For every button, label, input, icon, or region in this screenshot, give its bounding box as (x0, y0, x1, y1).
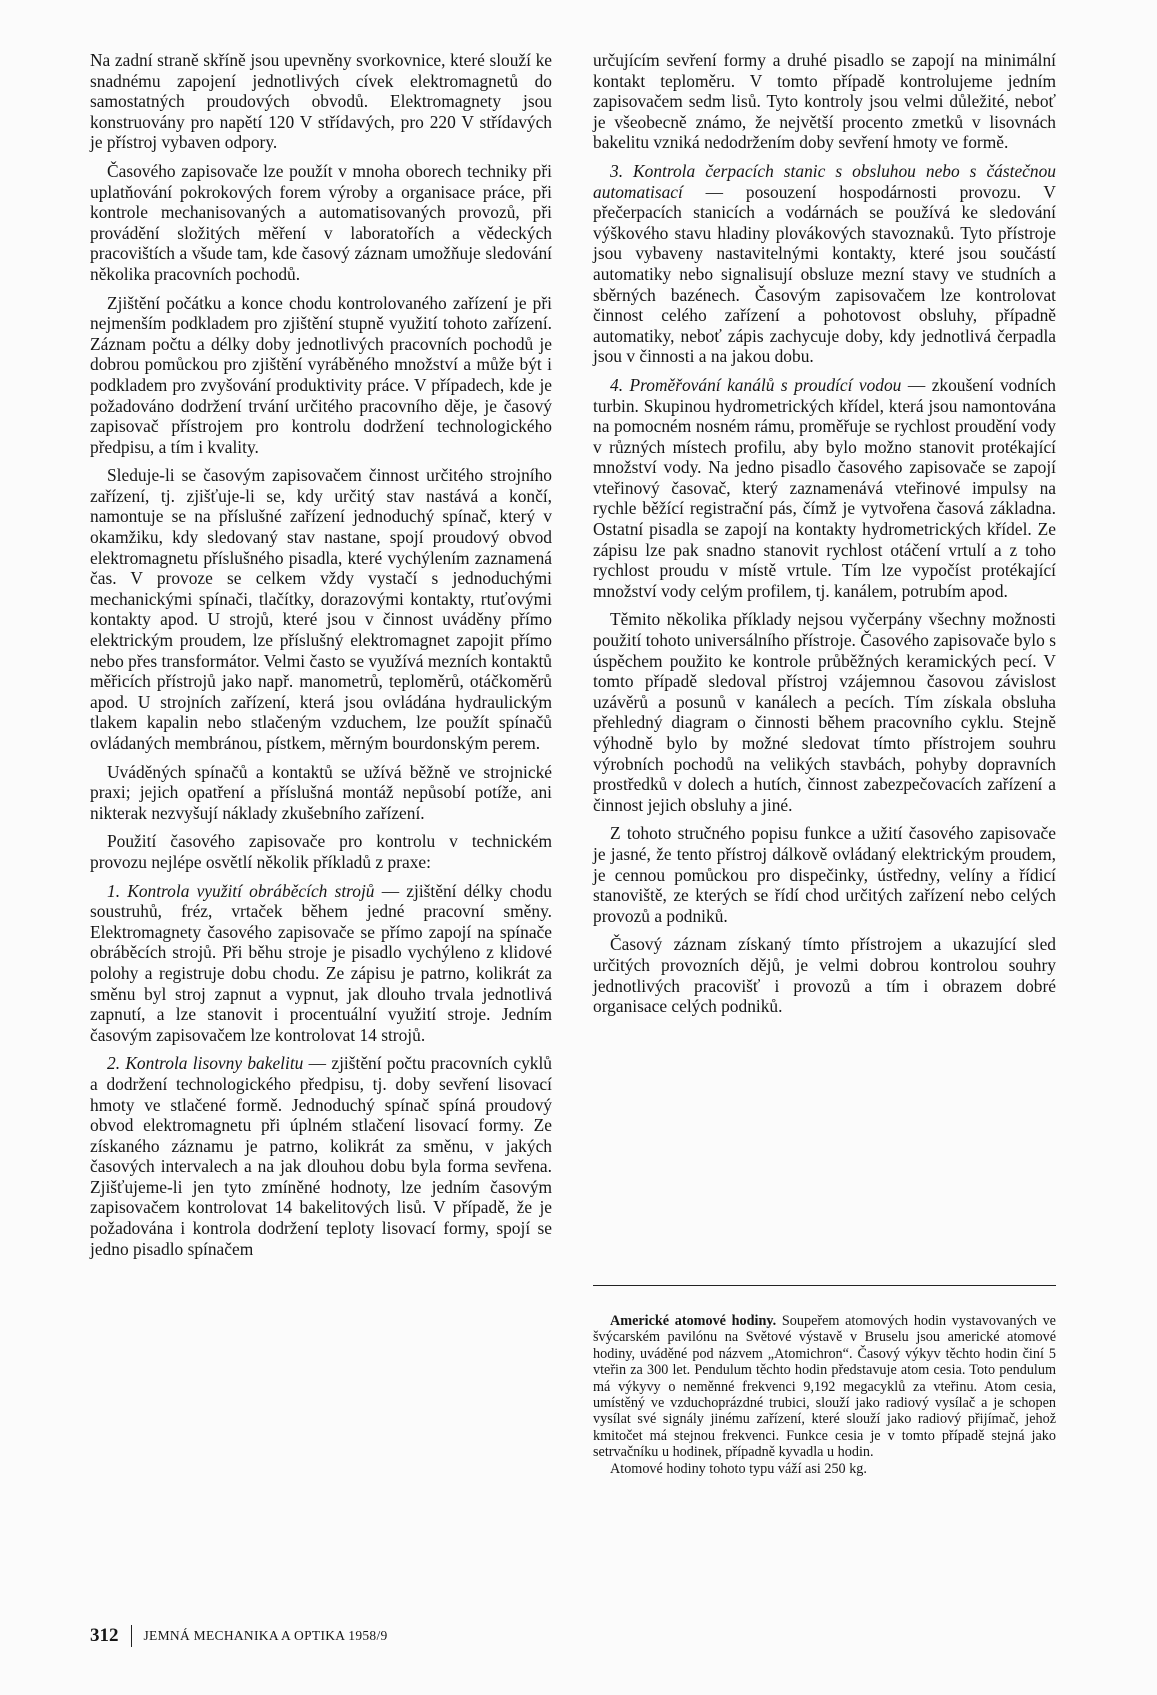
paragraph: Sleduje-li se časovým zapisovačem činnost určitého strojního zařízení, tj. zjišťuje-li se, kdy určitý stav nastává a končí, namontuje se na příslušné zařízení jednoduchý spínač, který v okamžiku, kdy sledovaný stav nastane, spojí proudový obvod elektromagnetu příslušného pisadla, které vychýlením zaznamená čas. V provoze se celkem vždy vystačí s jednoduchými mechanickými spínači, tlačítky, dorazovými kontakty, rtuťovými kontakty apod. U strojů, které jsou v činnost uváděny přímo elektrickým proudem, lze příslušný elektromagnet zapojit přímo nebo přes transformátor. Velmi často se využívá mezních kontaktů měřicích přístrojů jako např. manometrů, teploměrů, otáčkoměrů apod. U strojních zařízení, která jsou ovládána hydraulickým tlakem kapalin nebo stlačeným vzduchem, lze použít spínačů ovládaných membránou, pístkem, měrným bourdonským perem. (90, 465, 552, 753)
example-heading: 2. Kontrola lisovny bakelitu (107, 1053, 304, 1074)
example-text: — zjištění délky chodu soustruhů, fréz, vrtaček během jedné pracovní směny. Elektromagnety časového zapisovače se přímo zapojí na spínače obráběcích strojů. Při běhu stroje je pisadlo vychýleno z klidové polohy a registruje dobu chodu. Ze zápisu je patrno, kolikrát za směnu byl stroj zapnut a vypnut, jak dlouho trvala jednotlivá zapnutí, a lze stanovit i procentuální využití stroje. Jedním časovým zapisovačem lze kontrolovat 14 strojů. (90, 880, 552, 1045)
news-title: Americké atomové hodiny. (610, 1313, 777, 1329)
page-number: 312 (90, 1625, 119, 1646)
paragraph: Časového zapisovače lze použít v mnoha oborech techniky při uplatňování pokrokových forem výroby a organisace práce, při kontrole mechanisovaných a automatisovaných provozů, při provádění složitých měření v laboratořích a vědeckých pracovištích a všude tam, kde časový záznam umožňuje sledování několika pracovních pochodů. (90, 160, 552, 284)
paragraph: Časový záznam získaný tímto přístrojem a ukazující sled určitých provozních dějů, je velmi dobrou kontrolou souhry jednotlivých pracovišť i provozů a tím i obrazem dobré organisace celých podniků. (593, 934, 1056, 1017)
example-heading: 4. Proměřování kanálů s proudící vodou (610, 374, 902, 395)
paragraph: Uváděných spínačů a kontaktů se užívá běžně ve strojnické praxi; jejich opatření a příslušná montáž nepůsobí potíže, ani nikterak nezvyšují náklady zkušebního zařízení. (90, 761, 552, 823)
example-paragraph (90, 881, 552, 1046)
example-text: — zkoušení vodních turbin. Skupinou hydrometrických křídel, která jsou namontována na pomocném nosném rámu, proměřuje se rychlost proudění vody v různých místech profilu, aby bylo možno stanovit protékající množství vody. Na jedno pisadlo časového zapisovače se zapojí vteřinový časovač, který zaznamenává vteřinové impulsy na rychle běžící registrační pás, čímž je vytvořena časová základna. Ostatní pisadla se zapojí na kontakty hydrometrických křídel. Ze zápisu lze pak snadno stanovit rychlost otáčení vrtulí a z toho rychlost proudu v místě vrtule. Tím lze vypočíst protékající množství vody celým profilem, tj. kanálem, potrubím apod. (593, 374, 1056, 601)
example-paragraph (593, 375, 1056, 602)
news-paragraph (593, 1313, 1056, 1461)
footer-separator (131, 1625, 132, 1647)
example-heading: 1. Kontrola využití obráběcích strojů (107, 880, 375, 901)
paragraph: Těmito několika příklady nejsou vyčerpány všechny možnosti použití tohoto universálního přístroje. Časového zapisovače bylo s úspěchem použito ke kontrole průběžných keramických pecí. V tomto případě sledoval přístroj vzájemnou časovou závislost uzávěrů a posunů v kanálech a pecích. Tím získala obsluha přehledný diagram o činnosti během pracovního cyklu. Stejně výhodně bylo by možné sledovat tímto přístrojem souhru výrobních pochodů na velikých stavbách, pohyby dopravních prostředků v dolech a hutích, činnost zabezpečovacích zařízení a činnost jejich obsluhy a jiné. (593, 609, 1056, 815)
right-column (593, 50, 1056, 1025)
example-text: — zjištění počtu pracovních cyklů a dodržení technologického předpisu, tj. doby sevření lisovací hmoty ve stlačené formě. Jednoduchý spínač spíná proudový obvod elektromagnetu při úplném stlačení lisovací formy. Ze získaného záznamu je patrno, kolikrát za směnu, v jakých časových intervalech a na jak dlouhou dobu byla forma sevřena. Zjišťujeme-li jen tyto zmíněné hodnoty, lze jedním časovým zapisovačem kontrolovat 14 bakelitových lisů. V případě, že je požadována i kontrola dodržení teploty lisovací formy, spojí se jedno pisadlo spínačem (90, 1053, 552, 1259)
example-paragraph (593, 161, 1056, 367)
news-last-line: Atomové hodiny tohoto typu váží asi 250 kg. (610, 1460, 867, 1477)
news-body: Soupeřem atomových hodin vystavovaných ve švýcarském pavilónu na Světové výstavě v Bruselu jsou americké atomové hodiny, uváděné pod názvem „Atomichron“. Časový výkyv těchto hodin činí 5 vteřin za 300 let. Pendulum těchto hodin představuje atom cesia. Toto pendulum má výkyvy o neměnné frekvenci 9,192 megacyklů za vteřinu. Atom cesia, umístěný ve vzduchoprázdné trubici, slouží jako radiový vysílač a je schopen vysílat své signály jinému zařízení, které slouží jako radiový přijímač, jehož kmitočet má stejnou frekvenci. Funkce cesia je v tomto případě stejná jako setrvačníku u hodinek, případně kyvadla u hodin. (593, 1313, 1056, 1461)
page-footer (90, 1625, 388, 1647)
news-item (593, 1313, 1056, 1477)
left-column (90, 50, 552, 1267)
paragraph: Z tohoto stručného popisu funkce a užití časového zapisovače je jasné, že tento přístroj dálkově ovládaný elektrickým proudem, je cennou pomůckou pro dispečinky, ústředny, velíny a řídicí stanoviště, ze kterých se řídí chod určitých zařízení nebo celých provozů a podniků. (593, 823, 1056, 926)
example-text: — posouzení hospodárnosti provozu. V přečerpacích stanicích a vodárnách se používá ke sledování výškového stavu hladiny plovákových stavoznaků. Tyto přístroje jsou vybaveny nastavitelnými kontakty, které jsou součástí automatiky nebo signalisují obsluze mezní stavy ve studních a sběrných bazénech. Časovým zapisovačem lze kontrolovat činnost celého zařízení a pohotovost obsluhy, případně automatiky, neboť zápis zachycuje doby, kdy jednotlivá čerpadla jsou v činnosti a na jakou dobu. (593, 181, 1056, 367)
example-paragraph (90, 1053, 552, 1259)
example-heading: 3. Kontrola čerpacích stanic s obsluhou nebo s částečnou automatisací (593, 160, 1056, 202)
paragraph: určujícím sevření formy a druhé pisadlo se zapojí na minimální kontakt teploměru. V tomto případě kontrolujeme jedním zapisovačem sedm lisů. Tyto kontroly jsou velmi důležité, neboť je všeobecně známo, že největší procento zmetků v lisovnách bakelitu vzniká nedodržením doby sevření hmoty ve formě. (593, 50, 1056, 153)
paragraph: Na zadní straně skříně jsou upevněny svorkovnice, které slouží ke snadnému zapojení jednotlivých cívek elektromagnetů do samostatných proudových obvodů. Elektromagnety jsou konstruovány pro napětí 120 V střídavých, pro 220 V střídavých je přístroj vybaven odpory. (90, 50, 552, 153)
paragraph: Použití časového zapisovače pro kontrolu v technickém provozu nejlépe osvětlí několik příkladů z praxe: (90, 831, 552, 872)
paragraph: Zjištění počátku a konce chodu kontrolovaného zařízení je při nejmenším podkladem pro zjištění stupně využití tohoto zařízení. Záznam počtu a délky doby jednotlivých pracovních pochodů je dobrou pomůckou pro zjištění vyráběného množství a může být i podkladem pro zvyšování produktivity práce. V případech, kde je požadováno dodržení trvání určitého pracovního děje, je časový zapisovač přístrojem pro kontrolu dodržení technologického předpisu, a tím i kvality. (90, 292, 552, 457)
journal-name: JEMNÁ MECHANIKA A OPTIKA 1958/9 (143, 1628, 388, 1643)
section-divider (593, 1285, 1056, 1286)
